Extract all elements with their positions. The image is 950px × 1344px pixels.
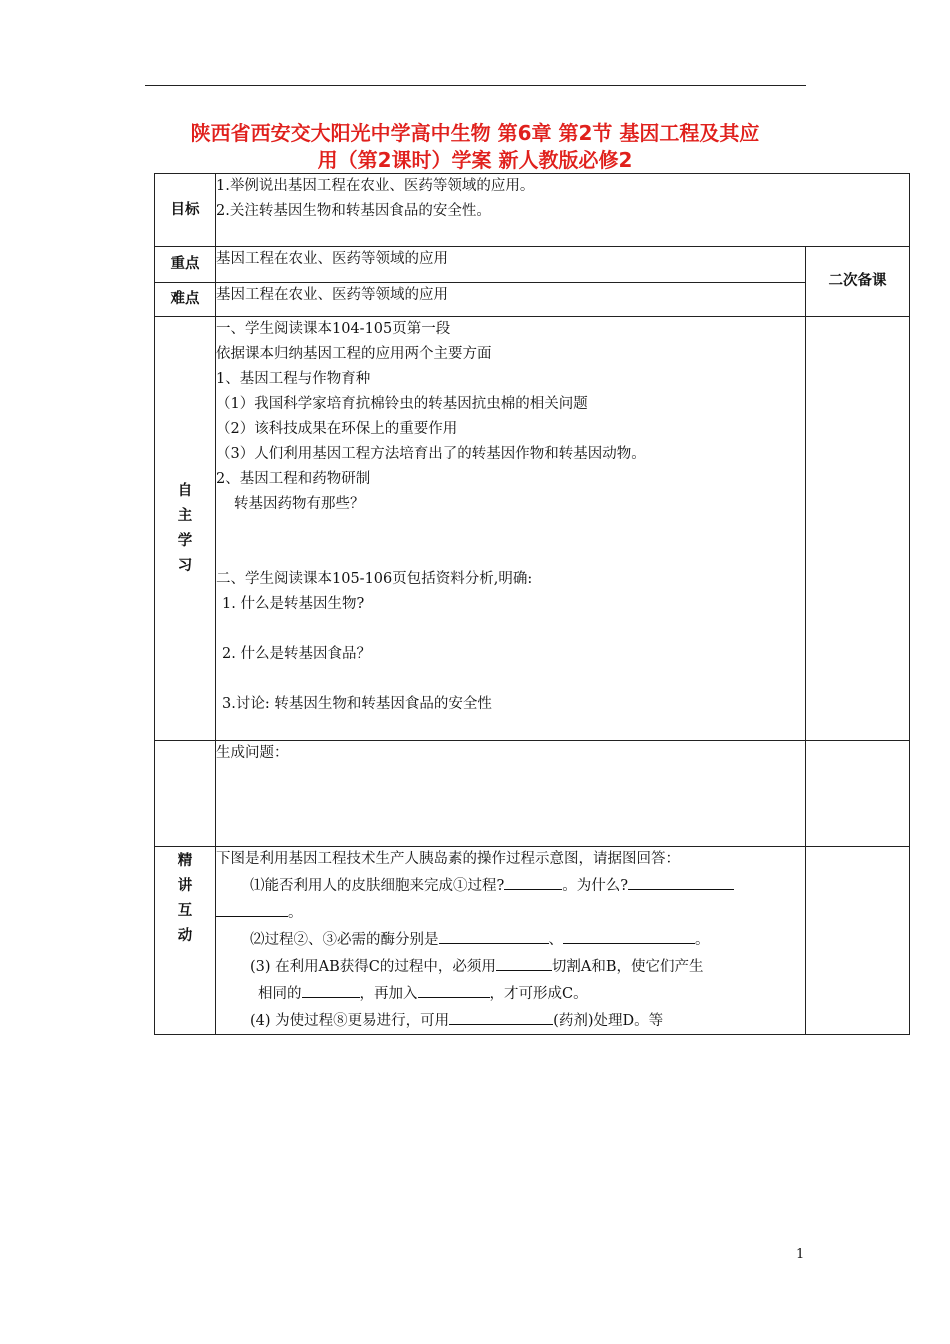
self-study-line-11: 2. 什么是转基因食品？ <box>222 646 371 662</box>
question-2-line: ⑵过程②、③必需的酶分别是 、 。 <box>216 926 805 953</box>
key-point-content: 基因工程在农业、医药等领域的应用 <box>216 247 806 283</box>
page-number: 1 <box>796 1247 805 1262</box>
self-study-content <box>216 317 806 741</box>
questions-side <box>806 741 910 847</box>
question-3-line: (3) 在利用AB获得C的过程中，必须用 切割A和B，使它们产生 <box>216 953 805 980</box>
self-study-char-3: 学 <box>177 532 193 549</box>
interactive-char-3: 互 <box>177 903 193 919</box>
question-3-cont: 相同的 ，再加入 ，才可形成C。 <box>216 980 805 1007</box>
key-point-row <box>155 247 910 283</box>
answer-blank-9[interactable] <box>449 1007 553 1025</box>
self-study-row <box>155 317 910 741</box>
question-4-line: (4) 为使过程⑧更易进行，可用 (药剂)处理D。等 <box>216 1007 805 1034</box>
self-study-char-2: 主 <box>177 507 193 524</box>
questions-label-cell <box>155 741 216 847</box>
interactive-char-2: 讲 <box>177 878 193 894</box>
answer-blank-8[interactable] <box>418 980 490 998</box>
difficulty-label: 难点 <box>155 283 216 317</box>
secondary-prep-label: 二次备课 <box>806 247 910 317</box>
self-study-line-6: （3）人们利用基因工程方法培育出了的转基因作物和转基因动物。 <box>216 446 646 462</box>
answer-blank-2[interactable] <box>628 872 734 890</box>
title-line-2: 用（第2课时）学案 新人教版必修2 <box>317 148 633 172</box>
self-study-side <box>806 317 910 741</box>
goal-content <box>216 174 910 247</box>
goal-line-1: 1.举例说出基因工程在农业、医药等领域的应用。 <box>216 178 535 194</box>
self-study-line-2: 依据课本归纳基因工程的应用两个主要方面 <box>216 346 492 362</box>
interactive-intro: 下图是利用基因工程技术生产人胰岛素的操作过程示意图，请据图回答： <box>216 851 680 867</box>
self-study-line-8: 转基因药物有那些？ <box>234 496 365 512</box>
self-study-line-7: 2、基因工程和药物研制 <box>216 471 371 487</box>
question-1-cont: 。 <box>216 899 805 926</box>
interactive-row <box>155 847 910 1035</box>
goal-row <box>155 174 910 247</box>
answer-blank-3[interactable] <box>216 899 288 917</box>
self-study-line-10: 1. 什么是转基因生物? <box>222 596 365 612</box>
question-1-line: ⑴能否利用人的皮肤细胞来完成①过程? 。为什么? <box>216 872 805 899</box>
self-study-line-9: 二、学生阅读课本105-106页包括资料分析,明确: <box>216 571 533 587</box>
answer-blank-5[interactable] <box>563 926 695 944</box>
self-study-char-1: 自 <box>177 482 193 499</box>
document-title <box>130 120 820 174</box>
goal-label: 目标 <box>155 174 216 247</box>
self-study-line-1: 一、学生阅读课本104-105页第一段 <box>216 321 451 337</box>
interactive-content <box>216 847 806 1035</box>
interactive-char-1: 精 <box>177 853 193 869</box>
difficulty-content: 基因工程在农业、医药等领域的应用 <box>216 283 806 317</box>
key-point-label: 重点 <box>155 247 216 283</box>
interactive-char-4: 动 <box>177 928 193 944</box>
self-study-char-4: 习 <box>177 557 193 574</box>
answer-blank-1[interactable] <box>504 872 562 890</box>
interactive-side <box>806 847 910 1035</box>
self-study-line-5: （2）该科技成果在环保上的重要作用 <box>216 421 458 437</box>
title-line-1: 陕西省西安交大阳光中学高中生物 第6章 第2节 基因工程及其应 <box>190 121 760 145</box>
self-study-line-3: 1、基因工程与作物育种 <box>216 371 371 387</box>
self-study-label <box>155 317 216 741</box>
questions-row <box>155 741 910 847</box>
goal-line-2: 2.关注转基因生物和转基因食品的安全性。 <box>216 203 491 219</box>
answer-blank-4[interactable] <box>439 926 549 944</box>
lesson-plan-table <box>154 173 910 1035</box>
answer-blank-6[interactable] <box>496 953 552 971</box>
answer-blank-7[interactable] <box>302 980 360 998</box>
interactive-label <box>155 847 216 1035</box>
difficulty-row <box>155 283 910 317</box>
header-rule <box>145 85 806 86</box>
questions-content: 生成问题： <box>216 741 806 847</box>
self-study-line-12: 3.讨论: 转基因生物和转基因食品的安全性 <box>222 696 492 712</box>
self-study-line-4: （1）我国科学家培育抗棉铃虫的转基因抗虫棉的相关问题 <box>216 396 588 412</box>
